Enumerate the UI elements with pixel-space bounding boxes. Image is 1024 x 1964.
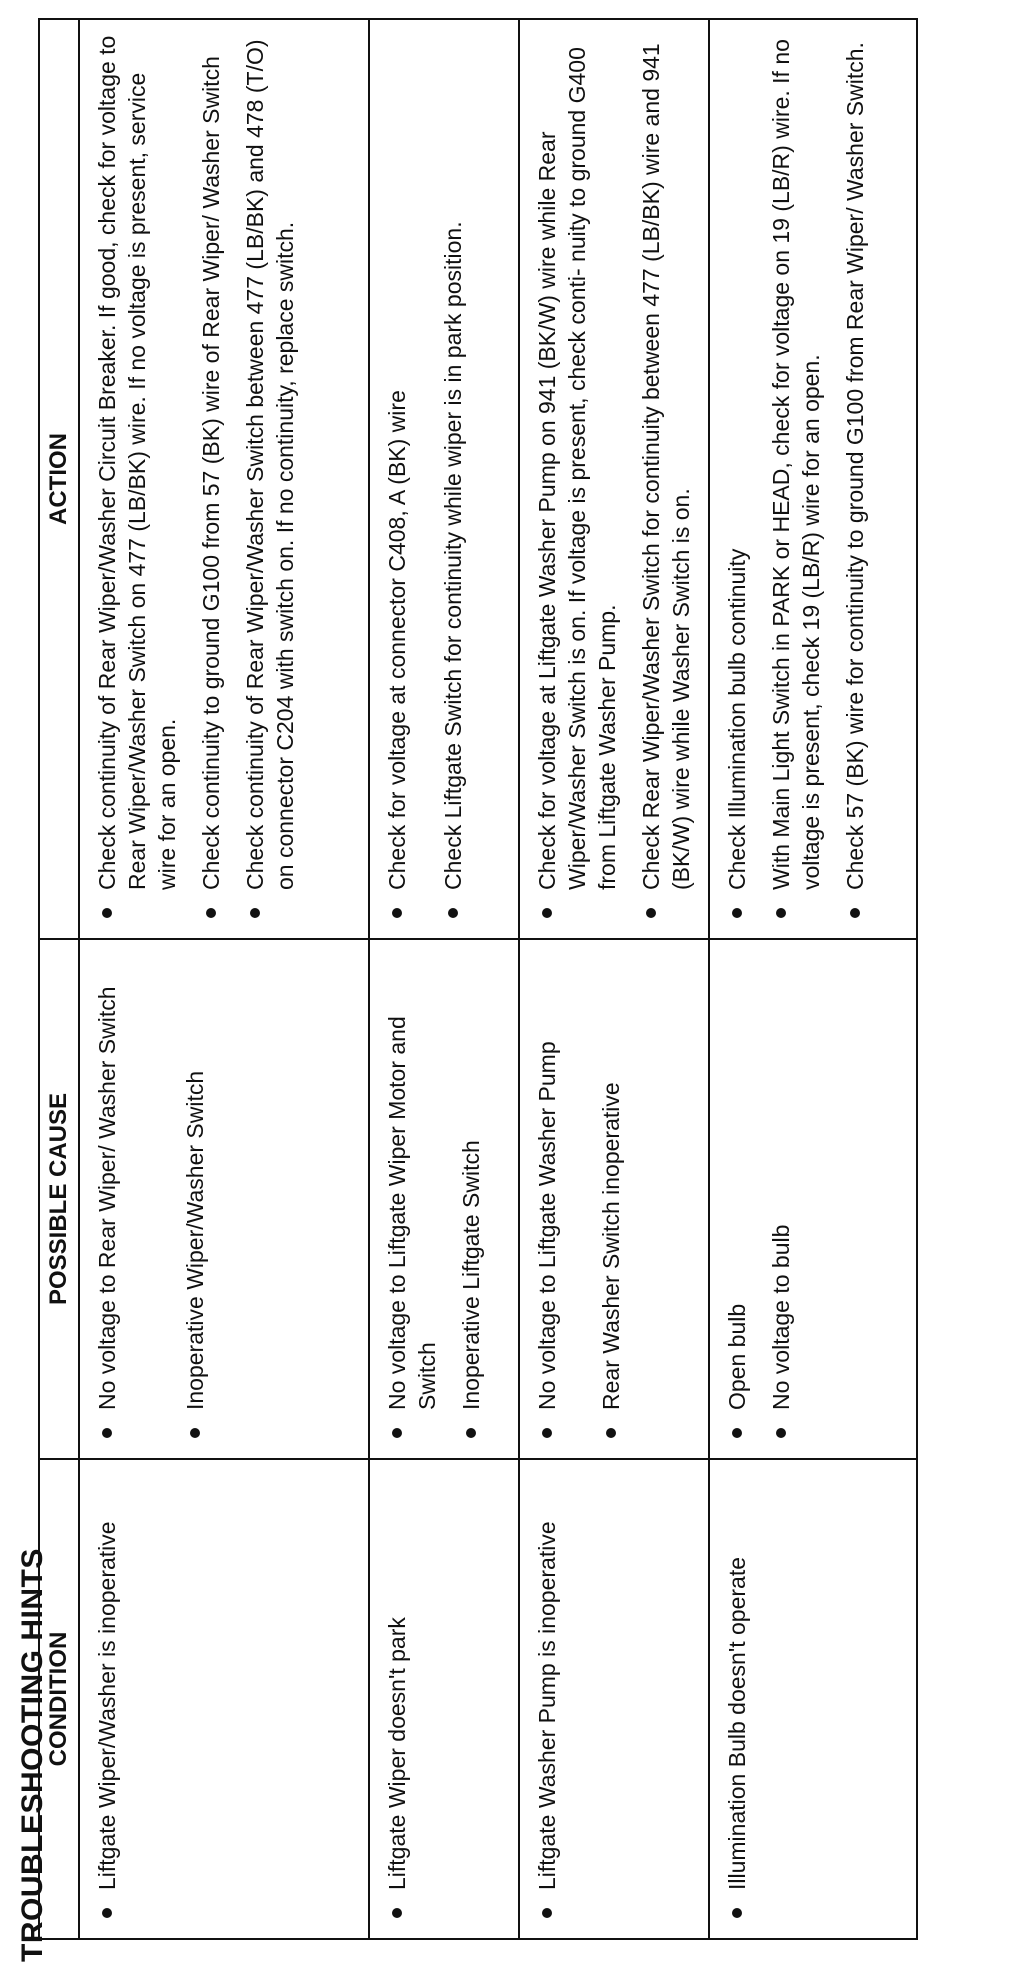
table-row xyxy=(79,19,369,1939)
cause-text: Inoperative Liftgate Switch xyxy=(458,1140,484,1410)
bullet-icon xyxy=(206,908,216,918)
bullet-icon xyxy=(606,1428,616,1438)
condition-text: Illumination Bulb doesn't operate xyxy=(724,1557,750,1890)
header-row xyxy=(39,19,79,1939)
action-item xyxy=(532,34,622,924)
cause-item xyxy=(596,954,626,1444)
bullet-icon xyxy=(542,1908,552,1918)
document-title: TROUBLESHOOTING HINTS xyxy=(16,1548,49,1962)
cause-cell xyxy=(79,939,369,1459)
cause-item xyxy=(92,954,122,1444)
cause-item xyxy=(722,954,752,1444)
action-item xyxy=(438,34,468,924)
cause-text: Rear Washer Switch inoperative xyxy=(598,1082,624,1410)
header-condition: CONDITION xyxy=(39,1459,79,1939)
action-text: Check Liftgate Switch for continuity while wiper is in park position. xyxy=(440,221,466,890)
action-text: Check continuity of Rear Wiper/Washer Switch between 477 (LB/BK) and 478 (T/O) on connector C204 with switch on. If no continuity, replace switch. xyxy=(242,39,298,890)
cause-text: No voltage to Liftgate Washer Pump xyxy=(534,1041,560,1410)
action-item xyxy=(382,34,412,924)
bullet-icon xyxy=(102,908,112,918)
condition-text: Liftgate Wiper doesn't park xyxy=(384,1617,410,1890)
action-text: Check 57 (BK) wire for continuity to ground G100 from Rear Wiper/ Washer Switch. xyxy=(842,42,868,890)
bullet-icon xyxy=(392,1908,402,1918)
cause-item xyxy=(180,954,210,1444)
bullet-icon xyxy=(776,1428,786,1438)
action-text: Check for voltage at Liftgate Washer Pump on 941 (BK/W) wire while Rear Wiper/Washer Switch is on. If voltage is present, check conti- nuity to ground G400 from Liftgate Washer Pump. xyxy=(534,47,620,890)
action-item xyxy=(92,34,182,924)
bullet-icon xyxy=(190,1428,200,1438)
cause-cell xyxy=(519,939,709,1459)
action-text: Check Illumination bulb continuity xyxy=(724,548,750,890)
bullet-icon xyxy=(850,908,860,918)
action-text: Check Rear Wiper/Washer Switch for continuity between 477 (LB/BK) wire and 941 (BK/W) wire while Washer Switch is on. xyxy=(638,43,694,890)
cause-item xyxy=(456,954,486,1444)
action-cell xyxy=(369,19,519,939)
cause-text: No voltage to Liftgate Wiper Motor and Switch xyxy=(384,1016,440,1410)
bullet-icon xyxy=(542,908,552,918)
bullet-icon xyxy=(392,908,402,918)
condition-cell xyxy=(79,1459,369,1939)
bullet-icon xyxy=(776,908,786,918)
condition-item xyxy=(382,1474,412,1924)
cause-text: No voltage to bulb xyxy=(768,1224,794,1410)
table-row xyxy=(519,19,709,1939)
action-item xyxy=(636,34,696,924)
condition-cell xyxy=(369,1459,519,1939)
table-row xyxy=(369,19,519,1939)
action-item xyxy=(840,34,870,924)
cause-item xyxy=(382,954,442,1444)
bullet-icon xyxy=(466,1428,476,1438)
condition-text: Liftgate Washer Pump is inoperative xyxy=(534,1521,560,1890)
bullet-icon xyxy=(732,908,742,918)
table-row xyxy=(709,19,917,1939)
cause-text: Open bulb xyxy=(724,1303,750,1410)
bullet-icon xyxy=(542,1428,552,1438)
action-text: Check continuity to ground G100 from 57 (BK) wire of Rear Wiper/ Washer Switch xyxy=(198,56,224,890)
header-action: ACTION xyxy=(39,19,79,939)
troubleshooting-table xyxy=(38,18,918,1940)
condition-item xyxy=(92,1474,122,1924)
cause-text: Inoperative Wiper/Washer Switch xyxy=(182,1070,208,1410)
action-item xyxy=(722,34,752,924)
cause-item xyxy=(532,954,562,1444)
header-possible-cause: POSSIBLE CAUSE xyxy=(39,939,79,1459)
bullet-icon xyxy=(102,1908,112,1918)
bullet-icon xyxy=(448,908,458,918)
cause-cell xyxy=(369,939,519,1459)
action-cell xyxy=(519,19,709,939)
condition-item xyxy=(532,1474,562,1924)
bullet-icon xyxy=(646,908,656,918)
action-text: Check for voltage at connector C408, A (BK) wire xyxy=(384,390,410,890)
bullet-icon xyxy=(102,1428,112,1438)
cause-text: No voltage to Rear Wiper/ Washer Switch xyxy=(94,986,120,1410)
action-text: With Main Light Switch in PARK or HEAD, check for voltage on 19 (LB/R) wire. If no voltage is present, check 19 (LB/R) wire for an open. xyxy=(768,39,824,890)
action-item xyxy=(196,34,226,924)
bullet-icon xyxy=(392,1428,402,1438)
cause-item xyxy=(766,954,796,1444)
cause-cell xyxy=(709,939,917,1459)
action-item xyxy=(240,34,300,924)
action-cell xyxy=(79,19,369,939)
action-cell xyxy=(709,19,917,939)
action-item xyxy=(766,34,826,924)
bullet-icon xyxy=(732,1428,742,1438)
bullet-icon xyxy=(732,1908,742,1918)
condition-item xyxy=(722,1474,752,1924)
condition-cell xyxy=(709,1459,917,1939)
condition-cell xyxy=(519,1459,709,1939)
bullet-icon xyxy=(250,908,260,918)
action-text: Check continuity of Rear Wiper/Washer Circuit Breaker. If good, check for voltage to Rear Wiper/Washer Switch on 477 (LB/BK) wire. If no voltage is present, service wire for an open. xyxy=(94,35,180,890)
condition-text: Liftgate Wiper/Washer is inoperative xyxy=(94,1521,120,1890)
